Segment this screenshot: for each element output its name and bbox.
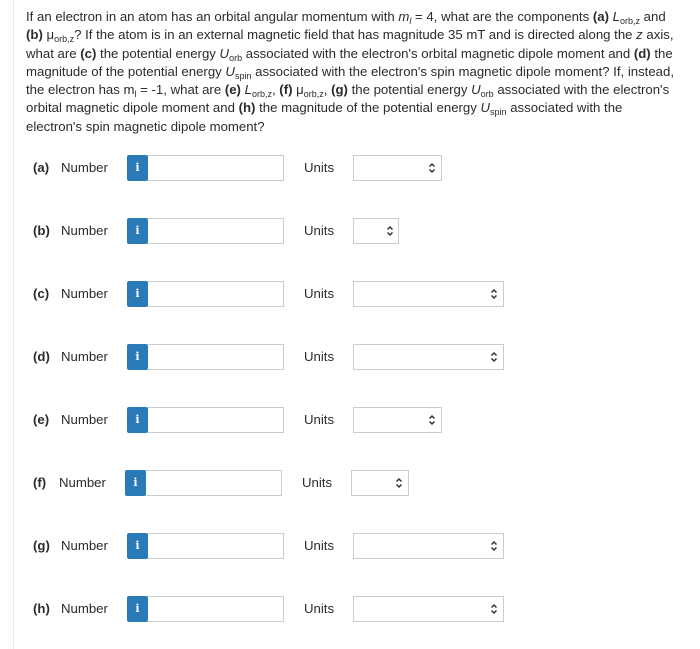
question-fragment: = -1, what are [136,82,225,98]
question-part-e: (e) [224,82,241,98]
question-part-c: (c) [80,45,97,61]
question-symbol: U [471,82,481,98]
question-symbol-sub: orb,z [303,89,324,100]
info-icon[interactable]: i [127,344,148,370]
part-label: (c) [33,286,50,301]
question-fragment: the magnitude of the potential energy [255,100,481,116]
info-icon[interactable]: i [127,596,148,622]
select-arrows-icon [490,288,498,300]
question-fragment: , [271,82,280,98]
question-symbol-sub: l [409,16,412,26]
question-symbol: z [636,27,643,43]
number-input[interactable] [148,344,284,370]
select-arrows-icon [490,351,498,363]
units-label: Units [304,349,335,364]
units-label: Units [304,601,335,616]
number-input[interactable] [148,533,284,559]
question-symbol-sub: orb,z [251,89,272,100]
answer-row-h [13,594,700,624]
number-input[interactable] [148,407,284,433]
units-select[interactable] [353,596,504,622]
question-symbol-sub: spin [234,70,252,81]
question-part-d: (d) [633,45,651,61]
part-label: (g) [33,538,50,553]
answer-row-a [13,153,700,183]
select-arrows-icon [428,414,436,426]
question-symbol: μ [42,27,55,43]
number-input[interactable] [148,281,284,307]
question-symbol-sub: orb [480,89,494,100]
question-part-f: (f) [279,82,293,98]
question-symbol-sub: spin [490,107,507,118]
question-part-a: (a) [592,9,609,24]
number-input[interactable] [148,596,284,622]
question-symbol-sub: orb,z [54,34,75,45]
select-arrows-icon [428,162,436,174]
part-label: (e) [33,412,50,427]
info-icon[interactable]: i [127,407,148,433]
question-fragment: the potential energy [347,82,472,98]
question-fragment: the electron has m [26,82,135,98]
info-icon[interactable]: i [127,155,148,181]
question-symbol-sub: orb,z [619,16,640,26]
question-fragment: associated with the electron's orbital magnetic dipole moment and [242,45,634,61]
number-label: Number [61,349,108,364]
question-symbol: U [219,45,230,61]
answer-row-c [13,279,700,309]
units-label: Units [304,223,335,238]
part-label: (b) [33,223,50,238]
question-fragment: the potential energy [96,45,220,61]
number-label: Number [61,601,108,616]
question-card [13,0,700,649]
number-label: Number [59,475,106,490]
question-part-h: (h) [238,100,256,116]
select-arrows-icon [490,540,498,552]
question-fragment: axis, [642,27,674,43]
answer-row-b [13,216,700,246]
answer-row-e [13,405,700,435]
units-select[interactable] [353,344,504,370]
part-label: (f) [33,475,47,490]
question-part-b: (b) [26,27,43,43]
question-symbol: m [398,9,410,24]
select-arrows-icon [490,603,498,615]
question-symbol: μ [292,82,304,98]
question-fragment: If an electron in an atom has an orbital angular momentum with [26,9,399,24]
number-input[interactable] [148,218,284,244]
question-fragment: what are [26,45,81,61]
number-label: Number [61,286,108,301]
number-label: Number [61,223,108,238]
question-fragment: ? If the atom is in an external magnetic field that has magnitude 35 mT and is directed along the [74,27,637,43]
units-select[interactable] [353,218,399,244]
question-fragment: magnitude of the potential energy [26,63,226,79]
question-fragment: and [640,9,666,24]
question-symbol: U [225,63,235,79]
select-arrows-icon [395,477,403,489]
part-label: (h) [33,601,50,616]
part-label: (d) [33,349,50,364]
question-symbol-sub: orb [229,52,243,63]
question-symbol-sub: l [134,89,137,100]
question-fragment: associated with the [506,100,623,116]
question-fragment: electron's spin magnetic dipole moment? [26,118,265,134]
answer-row-g [13,531,700,561]
units-label: Units [304,160,335,175]
question-fragment: = 4, what are the components [411,9,593,24]
part-label: (a) [33,160,50,175]
answer-row-f [13,468,700,498]
number-input[interactable] [146,470,282,496]
number-label: Number [61,538,108,553]
info-icon[interactable]: i [125,470,146,496]
info-icon[interactable]: i [127,218,148,244]
answer-row-d [13,342,700,372]
units-label: Units [302,475,333,490]
question-symbol: L [240,82,252,98]
units-select[interactable] [353,533,504,559]
question-text [26,8,682,136]
number-input[interactable] [148,155,284,181]
units-label: Units [304,412,335,427]
units-select[interactable] [351,470,409,496]
question-fragment: associated with the electron's [493,82,670,98]
question-fragment: the [650,45,673,61]
number-label: Number [61,412,108,427]
question-fragment: associated with the electron's spin magnetic dipole moment? If, instead, [251,63,675,79]
info-icon[interactable]: i [127,281,148,307]
question-fragment: , [323,82,332,98]
select-arrows-icon [386,225,394,237]
units-select[interactable] [353,155,442,181]
question-part-g: (g) [331,82,348,98]
units-select[interactable] [353,281,504,307]
number-label: Number [61,160,108,175]
units-label: Units [304,538,335,553]
question-symbol: U [480,100,491,116]
question-fragment: orbital magnetic dipole moment and [26,100,239,116]
units-label: Units [304,286,335,301]
info-icon[interactable]: i [127,533,148,559]
question-symbol: L [612,9,620,24]
units-select[interactable] [353,407,442,433]
